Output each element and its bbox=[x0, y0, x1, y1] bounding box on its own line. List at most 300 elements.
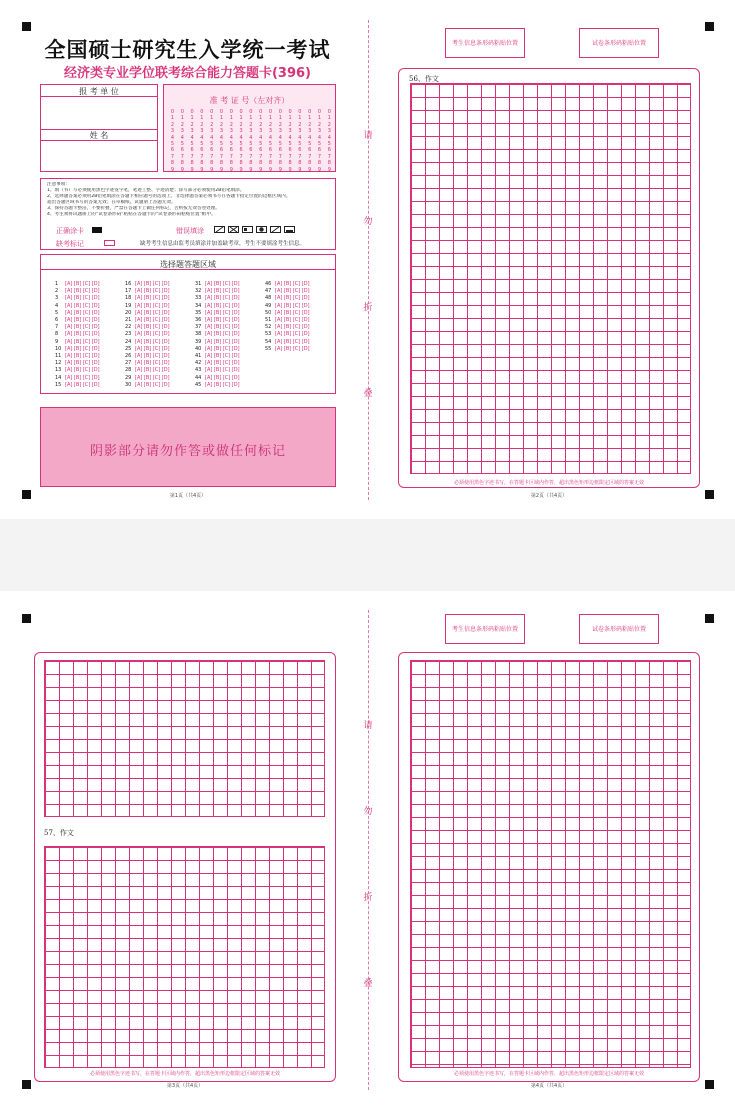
id-digit-bubble[interactable]: 7 bbox=[268, 153, 273, 160]
id-digit-bubble[interactable]: 1 bbox=[229, 115, 233, 122]
choice-question-row[interactable] bbox=[265, 339, 310, 346]
id-digit-bubble[interactable]: 4 bbox=[278, 134, 282, 141]
id-digit-bubble[interactable]: 2 bbox=[210, 121, 214, 128]
choice-question-row[interactable] bbox=[195, 295, 240, 302]
choice-question-row[interactable] bbox=[265, 346, 310, 353]
answer-options[interactable]: [A] [B] [C] [D] bbox=[275, 317, 310, 324]
choice-question-row[interactable] bbox=[195, 317, 240, 324]
id-digit-bubble[interactable]: 5 bbox=[259, 140, 263, 147]
answer-options[interactable]: [A] [B] [C] [D] bbox=[205, 295, 240, 302]
id-digit-bubble[interactable]: 1 bbox=[200, 115, 204, 122]
id-digit-bubble[interactable]: 6 bbox=[210, 147, 214, 154]
choice-question-row[interactable] bbox=[55, 382, 100, 389]
id-digit-bubble[interactable]: 8 bbox=[317, 160, 322, 167]
id-digit-bubble[interactable]: 8 bbox=[268, 160, 273, 167]
id-digit-bubble[interactable]: 4 bbox=[219, 134, 224, 141]
id-digit-bubble[interactable]: 9 bbox=[239, 166, 243, 173]
id-digit-bubble[interactable]: 3 bbox=[249, 128, 253, 135]
id-digit-bubble[interactable]: 3 bbox=[317, 128, 322, 135]
id-digit-bubble[interactable]: 0 bbox=[219, 109, 224, 115]
choice-question-row[interactable] bbox=[125, 295, 170, 302]
id-digit-bubble[interactable]: 5 bbox=[327, 140, 331, 147]
choice-question-row[interactable] bbox=[125, 339, 170, 346]
choice-question-row[interactable] bbox=[195, 353, 240, 360]
missing-mark-box[interactable] bbox=[104, 240, 115, 246]
id-digit-bubble[interactable]: 8 bbox=[200, 160, 204, 167]
id-digit-bubble[interactable]: 2 bbox=[298, 121, 302, 128]
essay-grid-56[interactable] bbox=[410, 83, 691, 474]
answer-options[interactable]: [A] [B] [C] [D] bbox=[205, 317, 240, 324]
answer-options[interactable]: [A] [B] [C] [D] bbox=[275, 288, 310, 295]
id-digit-bubble[interactable]: 5 bbox=[239, 140, 243, 147]
choice-question-row[interactable] bbox=[195, 331, 240, 338]
id-digit-bubble[interactable]: 0 bbox=[190, 109, 194, 115]
id-digit-bubble[interactable]: 9 bbox=[288, 166, 292, 173]
id-digit-bubble[interactable]: 8 bbox=[239, 160, 243, 167]
id-digit-bubble[interactable]: 7 bbox=[298, 153, 302, 160]
choice-question-row[interactable] bbox=[55, 360, 100, 367]
id-digit-bubble[interactable]: 0 bbox=[210, 109, 214, 115]
answer-options[interactable]: [A] [B] [C] [D] bbox=[135, 353, 170, 360]
choice-question-row[interactable] bbox=[55, 324, 100, 331]
id-digit-bubble[interactable]: 5 bbox=[190, 140, 194, 147]
choice-question-row[interactable] bbox=[125, 382, 170, 389]
id-digit-bubble[interactable]: 5 bbox=[200, 140, 204, 147]
choice-question-row[interactable] bbox=[55, 339, 100, 346]
id-digit-bubble[interactable]: 6 bbox=[278, 147, 282, 154]
answer-options[interactable]: [A] [B] [C] [D] bbox=[275, 309, 310, 316]
id-digit-bubble[interactable]: 0 bbox=[278, 109, 282, 115]
answer-options[interactable]: [A] [B] [C] [D] bbox=[205, 331, 240, 338]
id-digit-bubble[interactable]: 1 bbox=[219, 115, 224, 122]
choice-question-row[interactable] bbox=[55, 375, 100, 382]
id-digit-bubble[interactable]: 0 bbox=[259, 109, 263, 115]
answer-options[interactable]: [A] [B] [C] [D] bbox=[65, 309, 100, 316]
id-digit-bubble[interactable]: 4 bbox=[249, 134, 253, 141]
id-digit-column[interactable] bbox=[217, 109, 226, 173]
choice-question-row[interactable] bbox=[265, 295, 310, 302]
answer-options[interactable]: [A] [B] [C] [D] bbox=[205, 324, 240, 331]
id-digit-bubble[interactable]: 9 bbox=[278, 166, 282, 173]
id-digit-bubble[interactable]: 9 bbox=[219, 166, 224, 173]
id-digit-bubble[interactable]: 4 bbox=[288, 134, 292, 141]
id-digit-bubble[interactable]: 0 bbox=[268, 109, 273, 115]
id-digit-bubble[interactable]: 1 bbox=[170, 115, 175, 122]
id-digit-bubble[interactable]: 8 bbox=[180, 160, 184, 167]
id-digit-bubble[interactable]: 4 bbox=[210, 134, 214, 141]
choice-question-row[interactable] bbox=[125, 360, 170, 367]
id-digit-bubble[interactable]: 2 bbox=[219, 121, 224, 128]
answer-options[interactable]: [A] [B] [C] [D] bbox=[65, 374, 100, 381]
choice-question-row[interactable] bbox=[55, 346, 100, 353]
id-digit-bubble[interactable]: 6 bbox=[219, 147, 224, 154]
answer-options[interactable]: [A] [B] [C] [D] bbox=[65, 331, 100, 338]
answer-options[interactable]: [A] [B] [C] [D] bbox=[205, 374, 240, 381]
id-digit-bubble[interactable]: 1 bbox=[180, 115, 184, 122]
choice-question-row[interactable] bbox=[195, 303, 240, 310]
choice-question-row[interactable] bbox=[125, 288, 170, 295]
id-digit-column[interactable] bbox=[178, 109, 187, 173]
choice-question-row[interactable] bbox=[195, 346, 240, 353]
id-digit-bubble[interactable]: 6 bbox=[317, 147, 322, 154]
id-digit-bubble[interactable]: 4 bbox=[268, 134, 273, 141]
answer-options[interactable]: [A] [B] [C] [D] bbox=[275, 302, 310, 309]
essay-grid-56-continued[interactable] bbox=[44, 660, 325, 817]
answer-options[interactable]: [A] [B] [C] [D] bbox=[135, 331, 170, 338]
id-digit-bubble[interactable]: 9 bbox=[317, 166, 322, 173]
answer-options[interactable]: [A] [B] [C] [D] bbox=[135, 288, 170, 295]
answer-options[interactable]: [A] [B] [C] [D] bbox=[135, 360, 170, 367]
id-digit-column[interactable] bbox=[315, 109, 324, 173]
id-digit-bubble[interactable]: 1 bbox=[327, 115, 331, 122]
id-digit-bubble[interactable]: 6 bbox=[180, 147, 184, 154]
id-digit-bubble[interactable]: 5 bbox=[180, 140, 184, 147]
id-digit-bubble[interactable]: 7 bbox=[180, 153, 184, 160]
id-digit-bubble[interactable]: 9 bbox=[200, 166, 204, 173]
choice-question-row[interactable] bbox=[55, 281, 100, 288]
id-digit-bubble[interactable]: 7 bbox=[170, 153, 175, 160]
id-digit-bubble[interactable]: 0 bbox=[317, 109, 322, 115]
choice-question-row[interactable] bbox=[195, 360, 240, 367]
id-digit-bubble[interactable]: 3 bbox=[278, 128, 282, 135]
id-digit-bubble[interactable]: 1 bbox=[268, 115, 273, 122]
id-digit-bubble[interactable]: 4 bbox=[298, 134, 302, 141]
answer-options[interactable]: [A] [B] [C] [D] bbox=[275, 281, 310, 287]
id-digit-bubble[interactable]: 5 bbox=[219, 140, 224, 147]
answer-options[interactable]: [A] [B] [C] [D] bbox=[275, 295, 310, 302]
choice-question-row[interactable] bbox=[55, 288, 100, 295]
id-digit-bubble[interactable]: 4 bbox=[239, 134, 243, 141]
id-digit-column[interactable] bbox=[207, 109, 216, 173]
choice-question-row[interactable] bbox=[125, 310, 170, 317]
id-digit-bubble[interactable]: 9 bbox=[180, 166, 184, 173]
id-digit-bubble[interactable]: 2 bbox=[170, 121, 175, 128]
id-digit-bubble[interactable]: 8 bbox=[190, 160, 194, 167]
id-digit-column[interactable] bbox=[246, 109, 255, 173]
id-digit-bubble[interactable]: 6 bbox=[288, 147, 292, 154]
choice-question-row[interactable] bbox=[265, 281, 310, 288]
id-digit-bubble[interactable]: 8 bbox=[219, 160, 224, 167]
answer-options[interactable]: [A] [B] [C] [D] bbox=[135, 281, 170, 287]
id-digit-bubble[interactable]: 9 bbox=[190, 166, 194, 173]
id-digit-column[interactable] bbox=[305, 109, 314, 173]
id-digit-bubble[interactable]: 9 bbox=[259, 166, 263, 173]
id-digit-bubble[interactable]: 6 bbox=[170, 147, 175, 154]
answer-options[interactable]: [A] [B] [C] [D] bbox=[65, 338, 100, 345]
id-digit-bubble[interactable]: 6 bbox=[268, 147, 273, 154]
choice-question-row[interactable] bbox=[125, 331, 170, 338]
id-digit-column[interactable] bbox=[286, 109, 295, 173]
answer-options[interactable]: [A] [B] [C] [D] bbox=[65, 381, 100, 388]
essay-grid-57[interactable] bbox=[44, 846, 325, 1068]
id-digit-bubble[interactable]: 2 bbox=[190, 121, 194, 128]
id-digit-bubble[interactable]: 0 bbox=[200, 109, 204, 115]
choice-question-row[interactable] bbox=[125, 281, 170, 288]
id-digit-bubble[interactable]: 0 bbox=[180, 109, 184, 115]
id-digit-column[interactable] bbox=[266, 109, 275, 173]
id-digit-bubble[interactable]: 7 bbox=[190, 153, 194, 160]
choice-question-row[interactable] bbox=[265, 317, 310, 324]
id-digit-bubble[interactable]: 7 bbox=[308, 153, 312, 160]
choice-question-row[interactable] bbox=[195, 339, 240, 346]
choice-question-row[interactable] bbox=[125, 303, 170, 310]
id-digit-bubble[interactable]: 9 bbox=[268, 166, 273, 173]
id-digit-bubble[interactable]: 1 bbox=[278, 115, 282, 122]
id-digit-bubble[interactable]: 5 bbox=[229, 140, 233, 147]
id-digit-bubble[interactable]: 8 bbox=[298, 160, 302, 167]
id-digit-bubble[interactable]: 8 bbox=[288, 160, 292, 167]
id-digit-bubble[interactable]: 8 bbox=[259, 160, 263, 167]
choice-question-row[interactable] bbox=[195, 375, 240, 382]
id-digit-bubble[interactable]: 1 bbox=[190, 115, 194, 122]
answer-options[interactable]: [A] [B] [C] [D] bbox=[205, 281, 240, 287]
answer-options[interactable]: [A] [B] [C] [D] bbox=[65, 324, 100, 331]
id-digit-bubble[interactable]: 0 bbox=[239, 109, 243, 115]
id-digit-bubble[interactable]: 1 bbox=[288, 115, 292, 122]
id-digit-bubble[interactable]: 5 bbox=[210, 140, 214, 147]
id-digit-bubble[interactable]: 8 bbox=[308, 160, 312, 167]
id-digit-bubble[interactable]: 6 bbox=[298, 147, 302, 154]
choice-question-row[interactable] bbox=[195, 288, 240, 295]
id-digit-bubble[interactable]: 7 bbox=[317, 153, 322, 160]
answer-options[interactable]: [A] [B] [C] [D] bbox=[65, 281, 100, 287]
id-digit-bubble[interactable]: 0 bbox=[298, 109, 302, 115]
choice-question-row[interactable] bbox=[55, 353, 100, 360]
answer-options[interactable]: [A] [B] [C] [D] bbox=[205, 288, 240, 295]
id-digit-bubble[interactable]: 3 bbox=[219, 128, 224, 135]
choice-question-row[interactable] bbox=[55, 367, 100, 374]
answer-options[interactable]: [A] [B] [C] [D] bbox=[275, 338, 310, 345]
id-digit-bubble[interactable]: 1 bbox=[259, 115, 263, 122]
answer-options[interactable]: [A] [B] [C] [D] bbox=[135, 324, 170, 331]
id-digit-bubble[interactable]: 2 bbox=[259, 121, 263, 128]
answer-options[interactable]: [A] [B] [C] [D] bbox=[135, 345, 170, 352]
choice-question-row[interactable] bbox=[125, 353, 170, 360]
answer-options[interactable]: [A] [B] [C] [D] bbox=[205, 309, 240, 316]
id-digit-bubble[interactable]: 1 bbox=[210, 115, 214, 122]
answer-options[interactable]: [A] [B] [C] [D] bbox=[135, 309, 170, 316]
choice-question-row[interactable] bbox=[265, 310, 310, 317]
choice-question-row[interactable] bbox=[125, 346, 170, 353]
answer-options[interactable]: [A] [B] [C] [D] bbox=[205, 353, 240, 360]
answer-options[interactable]: [A] [B] [C] [D] bbox=[135, 367, 170, 374]
answer-options[interactable]: [A] [B] [C] [D] bbox=[135, 317, 170, 324]
answer-options[interactable]: [A] [B] [C] [D] bbox=[205, 338, 240, 345]
id-digit-bubble[interactable]: 9 bbox=[249, 166, 253, 173]
choice-question-row[interactable] bbox=[265, 324, 310, 331]
choice-question-row[interactable] bbox=[265, 288, 310, 295]
id-digit-bubble[interactable]: 2 bbox=[229, 121, 233, 128]
id-digit-bubble[interactable]: 3 bbox=[259, 128, 263, 135]
id-digit-bubble[interactable]: 5 bbox=[308, 140, 312, 147]
answer-options[interactable]: [A] [B] [C] [D] bbox=[65, 302, 100, 309]
id-digit-bubble[interactable]: 3 bbox=[229, 128, 233, 135]
essay-grid-57-continued[interactable] bbox=[410, 660, 691, 1068]
id-digit-bubble[interactable]: 0 bbox=[327, 109, 331, 115]
id-digit-column[interactable] bbox=[325, 109, 334, 173]
answer-options[interactable]: [A] [B] [C] [D] bbox=[65, 353, 100, 360]
id-digit-bubble[interactable]: 3 bbox=[327, 128, 331, 135]
id-digit-bubble[interactable]: 0 bbox=[170, 109, 175, 115]
id-digit-bubble[interactable]: 3 bbox=[298, 128, 302, 135]
choice-question-row[interactable] bbox=[125, 324, 170, 331]
answer-options[interactable]: [A] [B] [C] [D] bbox=[65, 360, 100, 367]
choice-question-row[interactable] bbox=[195, 382, 240, 389]
id-digit-bubble[interactable]: 0 bbox=[229, 109, 233, 115]
id-digit-column[interactable] bbox=[168, 109, 177, 173]
answer-options[interactable]: [A] [B] [C] [D] bbox=[135, 302, 170, 309]
id-digit-bubble[interactable]: 4 bbox=[327, 134, 331, 141]
answer-options[interactable]: [A] [B] [C] [D] bbox=[275, 331, 310, 338]
id-digit-bubble[interactable]: 5 bbox=[268, 140, 273, 147]
id-digit-bubble[interactable]: 9 bbox=[298, 166, 302, 173]
id-digit-bubble[interactable]: 9 bbox=[308, 166, 312, 173]
id-digit-column[interactable] bbox=[197, 109, 206, 173]
id-digit-bubble[interactable]: 4 bbox=[317, 134, 322, 141]
choice-question-row[interactable] bbox=[265, 331, 310, 338]
id-digit-bubble[interactable]: 8 bbox=[170, 160, 175, 167]
id-digit-bubble[interactable]: 7 bbox=[259, 153, 263, 160]
answer-options[interactable]: [A] [B] [C] [D] bbox=[65, 288, 100, 295]
choice-question-row[interactable] bbox=[195, 324, 240, 331]
choice-question-row[interactable] bbox=[55, 310, 100, 317]
id-digit-bubble[interactable]: 8 bbox=[278, 160, 282, 167]
id-digit-bubble[interactable]: 1 bbox=[308, 115, 312, 122]
id-digit-column[interactable] bbox=[227, 109, 236, 173]
id-digit-bubble[interactable]: 2 bbox=[327, 121, 331, 128]
choice-question-row[interactable] bbox=[55, 295, 100, 302]
answer-options[interactable]: [A] [B] [C] [D] bbox=[135, 338, 170, 345]
id-digit-bubble[interactable]: 4 bbox=[229, 134, 233, 141]
id-digit-bubble[interactable]: 9 bbox=[170, 166, 175, 173]
choice-question-row[interactable] bbox=[125, 317, 170, 324]
id-digit-bubble[interactable]: 1 bbox=[298, 115, 302, 122]
id-digit-bubble[interactable]: 7 bbox=[288, 153, 292, 160]
id-digit-bubble[interactable]: 5 bbox=[278, 140, 282, 147]
id-digit-bubble[interactable]: 9 bbox=[210, 166, 214, 173]
id-digit-bubble[interactable]: 7 bbox=[327, 153, 331, 160]
id-digit-column[interactable] bbox=[295, 109, 304, 173]
choice-question-row[interactable] bbox=[125, 367, 170, 374]
id-digit-bubble[interactable]: 2 bbox=[268, 121, 273, 128]
id-digit-bubble[interactable]: 8 bbox=[210, 160, 214, 167]
id-digit-bubble[interactable]: 6 bbox=[308, 147, 312, 154]
choice-question-row[interactable] bbox=[55, 317, 100, 324]
id-digit-bubble[interactable]: 5 bbox=[317, 140, 322, 147]
id-digit-bubble[interactable]: 6 bbox=[259, 147, 263, 154]
id-digit-bubble[interactable]: 8 bbox=[249, 160, 253, 167]
id-digit-bubble[interactable]: 7 bbox=[249, 153, 253, 160]
id-digit-bubble[interactable]: 2 bbox=[308, 121, 312, 128]
id-digit-bubble[interactable]: 5 bbox=[298, 140, 302, 147]
id-digit-bubble[interactable]: 8 bbox=[229, 160, 233, 167]
id-digit-bubble[interactable]: 3 bbox=[210, 128, 214, 135]
choice-question-row[interactable] bbox=[55, 331, 100, 338]
answer-options[interactable]: [A] [B] [C] [D] bbox=[65, 295, 100, 302]
id-digit-bubble[interactable]: 0 bbox=[288, 109, 292, 115]
id-digit-bubble[interactable]: 7 bbox=[200, 153, 204, 160]
id-digit-bubble[interactable]: 6 bbox=[239, 147, 243, 154]
answer-options[interactable]: [A] [B] [C] [D] bbox=[135, 381, 170, 388]
id-digit-bubble[interactable]: 7 bbox=[278, 153, 282, 160]
id-digit-bubble[interactable]: 3 bbox=[268, 128, 273, 135]
answer-options[interactable]: [A] [B] [C] [D] bbox=[65, 367, 100, 374]
id-digit-bubble[interactable]: 3 bbox=[190, 128, 194, 135]
answer-options[interactable]: [A] [B] [C] [D] bbox=[205, 345, 240, 352]
id-digit-bubble[interactable]: 2 bbox=[278, 121, 282, 128]
id-digit-bubble[interactable]: 6 bbox=[327, 147, 331, 154]
id-digit-bubble[interactable]: 9 bbox=[229, 166, 233, 173]
id-digit-bubble[interactable]: 7 bbox=[239, 153, 243, 160]
choice-question-row[interactable] bbox=[125, 375, 170, 382]
choice-question-row[interactable] bbox=[265, 303, 310, 310]
id-digit-bubble[interactable]: 4 bbox=[200, 134, 204, 141]
id-digit-bubble[interactable]: 4 bbox=[180, 134, 184, 141]
id-digit-bubble[interactable]: 0 bbox=[249, 109, 253, 115]
id-digit-bubble[interactable]: 1 bbox=[239, 115, 243, 122]
id-digit-bubble[interactable]: 4 bbox=[259, 134, 263, 141]
id-digit-bubble[interactable]: 6 bbox=[229, 147, 233, 154]
id-digit-bubble[interactable]: 5 bbox=[288, 140, 292, 147]
choice-question-row[interactable] bbox=[195, 281, 240, 288]
id-digit-bubble[interactable]: 6 bbox=[249, 147, 253, 154]
choice-question-row[interactable] bbox=[55, 303, 100, 310]
answer-options[interactable]: [A] [B] [C] [D] bbox=[205, 367, 240, 374]
id-digit-bubble[interactable]: 8 bbox=[327, 160, 331, 167]
id-digit-bubble[interactable]: 1 bbox=[317, 115, 322, 122]
id-digit-bubble[interactable]: 4 bbox=[308, 134, 312, 141]
id-digit-bubble[interactable]: 3 bbox=[308, 128, 312, 135]
answer-options[interactable]: [A] [B] [C] [D] bbox=[275, 345, 310, 352]
choice-question-row[interactable] bbox=[195, 367, 240, 374]
id-digit-bubble[interactable]: 2 bbox=[317, 121, 322, 128]
answer-options[interactable]: [A] [B] [C] [D] bbox=[205, 381, 240, 388]
answer-options[interactable]: [A] [B] [C] [D] bbox=[65, 317, 100, 324]
id-digit-column[interactable] bbox=[256, 109, 265, 173]
id-digit-bubble[interactable]: 5 bbox=[170, 140, 175, 147]
id-digit-bubble[interactable]: 5 bbox=[249, 140, 253, 147]
id-digit-bubble[interactable]: 0 bbox=[308, 109, 312, 115]
id-digit-bubble[interactable]: 7 bbox=[219, 153, 224, 160]
id-digit-bubble[interactable]: 6 bbox=[190, 147, 194, 154]
id-digit-bubble[interactable]: 9 bbox=[327, 166, 331, 173]
answer-options[interactable]: [A] [B] [C] [D] bbox=[205, 302, 240, 309]
id-digit-bubble[interactable]: 1 bbox=[249, 115, 253, 122]
answer-options[interactable]: [A] [B] [C] [D] bbox=[135, 295, 170, 302]
answer-options[interactable]: [A] [B] [C] [D] bbox=[135, 374, 170, 381]
id-digit-column[interactable] bbox=[276, 109, 285, 173]
choice-question-row[interactable] bbox=[195, 310, 240, 317]
answer-options[interactable]: [A] [B] [C] [D] bbox=[275, 324, 310, 331]
id-digit-bubble[interactable]: 3 bbox=[288, 128, 292, 135]
id-digit-bubble[interactable]: 3 bbox=[170, 128, 175, 135]
id-digit-bubble[interactable]: 2 bbox=[200, 121, 204, 128]
id-digit-bubble[interactable]: 7 bbox=[229, 153, 233, 160]
id-digit-column[interactable] bbox=[237, 109, 246, 173]
id-digit-bubble[interactable]: 2 bbox=[249, 121, 253, 128]
id-digit-bubble[interactable]: 3 bbox=[180, 128, 184, 135]
id-digit-bubble[interactable]: 4 bbox=[190, 134, 194, 141]
answer-options[interactable]: [A] [B] [C] [D] bbox=[205, 360, 240, 367]
id-digit-bubble[interactable]: 2 bbox=[180, 121, 184, 128]
id-digit-bubble[interactable]: 3 bbox=[200, 128, 204, 135]
id-digit-bubble[interactable]: 7 bbox=[210, 153, 214, 160]
answer-options[interactable]: [A] [B] [C] [D] bbox=[65, 345, 100, 352]
id-digit-bubble[interactable]: 2 bbox=[288, 121, 292, 128]
id-digit-bubble[interactable]: 3 bbox=[239, 128, 243, 135]
id-digit-bubble[interactable]: 6 bbox=[200, 147, 204, 154]
id-digit-column[interactable] bbox=[188, 109, 197, 173]
